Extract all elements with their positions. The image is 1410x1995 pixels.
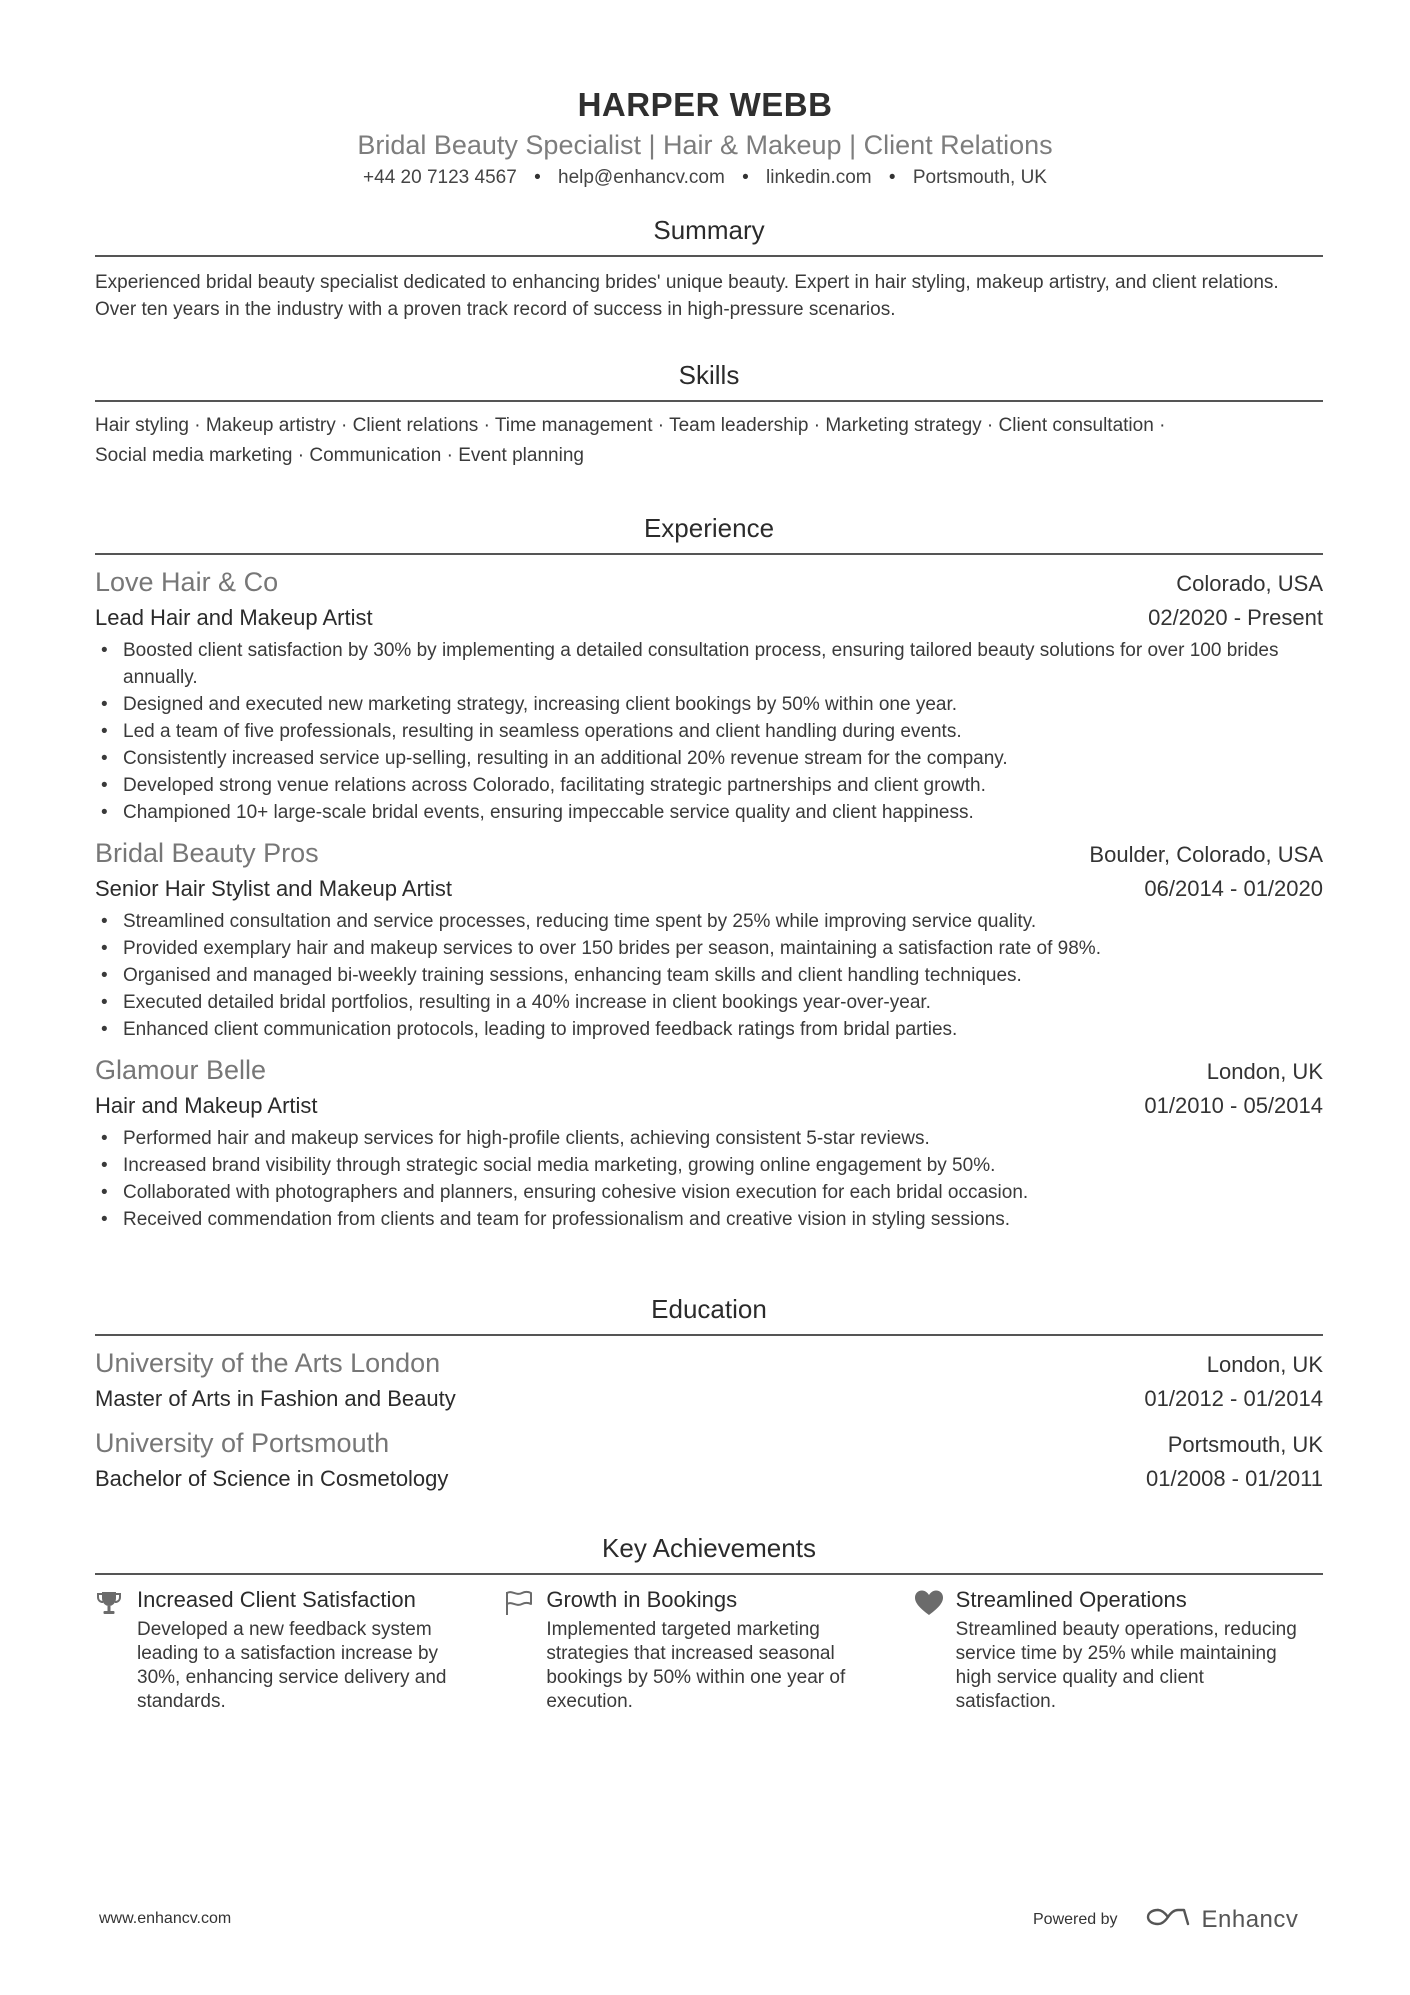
achievement-item — [95, 1585, 504, 1714]
contact-email[interactable]: help@enhancv.com — [558, 167, 725, 188]
job-dates: 06/2014 - 01/2020 — [1144, 876, 1323, 901]
job-bullets — [95, 908, 1323, 1043]
bullet-item: • Enhanced client communication protocols, leading to improved feedback ratings from bridal parties. — [95, 1016, 1323, 1043]
bullet-separator: • — [534, 167, 541, 188]
bullet-item: • Provided exemplary hair and makeup services to over 150 brides per season, maintaining a satisfaction rate of 98%. — [95, 935, 1323, 962]
enhancv-logo-icon — [1144, 1904, 1192, 1935]
job-entry — [95, 565, 1323, 826]
powered-by-label: Powered by — [1033, 1910, 1118, 1928]
bullet-item: • Performed hair and makeup services for high-profile clients, achieving consistent 5-star reviews. — [95, 1125, 1323, 1152]
achievement-description: Implemented targeted marketing strategies that increased seasonal bookings by 50% within one year of execution. — [546, 1619, 846, 1712]
school-name: University of Portsmouth — [95, 1428, 390, 1458]
summary-text: Experienced bridal beauty specialist dedicated to enhancing brides' unique beauty. Expert in hair styling, makeup artistry, and client relations. Over ten years in the industry with a proven track record of success in high-pressure scenarios. — [95, 272, 1279, 320]
achievement-description: Developed a new feedback system leading to a satisfaction increase by 30%, enhancing service delivery and standards. — [137, 1619, 447, 1712]
bullet-item: • Increased brand visibility through strategic social media marketing, growing online engagement by 50%. — [95, 1152, 1323, 1179]
school-name: University of the Arts London — [95, 1348, 441, 1378]
achievement-description: Streamlined beauty operations, reducing service time by 25% while maintaining high service quality and client satisfaction. — [955, 1619, 1297, 1712]
achievement-title: Growth in Bookings — [546, 1587, 738, 1612]
achievement-item — [914, 1585, 1323, 1714]
section-title-summary: Summary — [95, 213, 1323, 257]
bullet-item: • Consistently increased service up-selling, resulting in an additional 20% revenue stream for the company. — [95, 745, 1323, 772]
job-entry — [95, 1053, 1323, 1233]
footer-website[interactable]: www.enhancv.com — [99, 1910, 232, 1927]
trophy-icon — [95, 1585, 137, 1714]
achievement-title: Increased Client Satisfaction — [137, 1587, 416, 1612]
skills-line: Social media marketing · Communication · Event planning — [95, 445, 584, 466]
candidate-name: HARPER WEBB — [577, 86, 833, 123]
section-title-experience: Experience — [95, 511, 1323, 555]
bullet-item: • Designed and executed new marketing strategy, increasing client bookings by 50% within one year. — [95, 691, 1323, 718]
contact-phone: +44 20 7123 4567 — [363, 167, 517, 188]
skills-section — [95, 358, 1323, 471]
job-dates: 02/2020 - Present — [1148, 605, 1323, 630]
job-dates: 01/2010 - 05/2014 — [1144, 1093, 1323, 1118]
achievement-title: Streamlined Operations — [955, 1587, 1187, 1612]
bullet-item: • Received commendation from clients and team for professionalism and creative vision in styling sessions. — [95, 1206, 1323, 1233]
bullet-item: • Championed 10+ large-scale bridal events, ensuring impeccable service quality and client happiness. — [95, 799, 1323, 826]
achievements-section — [95, 1531, 1323, 1714]
bullet-item: • Collaborated with photographers and planners, ensuring cohesive vision execution for each bridal occasion. — [95, 1179, 1323, 1206]
bullet-item: • Organised and managed bi-weekly training sessions, enhancing team skills and client handling techniques. — [95, 962, 1323, 989]
company-name: Love Hair & Co — [95, 567, 279, 597]
education-entry — [95, 1426, 1323, 1496]
education-dates: 01/2008 - 01/2011 — [1146, 1466, 1323, 1491]
bullet-item: • Streamlined consultation and service processes, reducing time spent by 25% while improving service quality. — [95, 908, 1323, 935]
bullet-separator: • — [888, 167, 896, 188]
contact-linkedin[interactable]: linkedin.com — [766, 167, 872, 188]
bullet-separator: • — [742, 167, 749, 188]
achievements-grid — [95, 1585, 1323, 1714]
bullet-item: • Led a team of five professionals, resulting in seamless operations and client handling during events. — [95, 718, 1323, 745]
degree-title: Bachelor of Science in Cosmetology — [95, 1466, 449, 1491]
section-title-achievements: Key Achievements — [95, 1531, 1323, 1575]
company-name: Bridal Beauty Pros — [95, 838, 319, 868]
job-location: Colorado, USA — [1176, 571, 1323, 596]
section-title-skills: Skills — [95, 358, 1323, 402]
section-title-education: Education — [95, 1292, 1323, 1336]
education-dates: 01/2012 - 01/2014 — [1144, 1386, 1323, 1411]
job-location: London, UK — [1206, 1059, 1323, 1084]
contact-line — [0, 164, 1410, 192]
company-name: Glamour Belle — [95, 1055, 267, 1085]
flag-icon — [504, 1585, 546, 1714]
job-title: Lead Hair and Makeup Artist — [95, 605, 373, 630]
degree-title: Master of Arts in Fashion and Beauty — [95, 1386, 456, 1411]
footer-branding — [1033, 1904, 1298, 1935]
skills-line: Hair styling · Makeup artistry · Client relations · Time management · Team leadership · Marketing strategy · Client consultation · — [95, 415, 1166, 436]
skills-list — [95, 411, 1323, 471]
heart-icon — [914, 1585, 956, 1714]
candidate-tagline: Bridal Beauty Specialist | Hair & Makeup | Client Relations — [357, 130, 1053, 160]
job-title: Hair and Makeup Artist — [95, 1093, 318, 1118]
school-location: Portsmouth, UK — [1167, 1432, 1323, 1457]
job-title: Senior Hair Stylist and Makeup Artist — [95, 876, 453, 901]
contact-location: Portsmouth, UK — [912, 167, 1047, 188]
school-location: London, UK — [1206, 1352, 1323, 1377]
job-location: Boulder, Colorado, USA — [1089, 842, 1323, 867]
achievement-item — [504, 1585, 913, 1714]
job-bullets — [95, 637, 1323, 826]
bullet-item: • Boosted client satisfaction by 30% by implementing a detailed consultation process, ensuring tailored beauty solutions for over 100 brides annually. — [95, 637, 1323, 691]
bullet-item: • Developed strong venue relations across Colorado, facilitating strategic partnerships and client growth. — [95, 772, 1323, 799]
enhancv-brand: Enhancv — [1201, 1905, 1299, 1933]
education-section — [95, 1292, 1323, 1496]
job-entry — [95, 836, 1323, 1043]
education-entry — [95, 1346, 1323, 1416]
job-bullets — [95, 1125, 1323, 1233]
resume-header — [0, 84, 1410, 192]
bullet-item: • Executed detailed bridal portfolios, resulting in a 40% increase in client bookings year-over-year. — [95, 989, 1323, 1016]
experience-section — [95, 511, 1323, 1233]
summary-section — [95, 213, 1323, 323]
